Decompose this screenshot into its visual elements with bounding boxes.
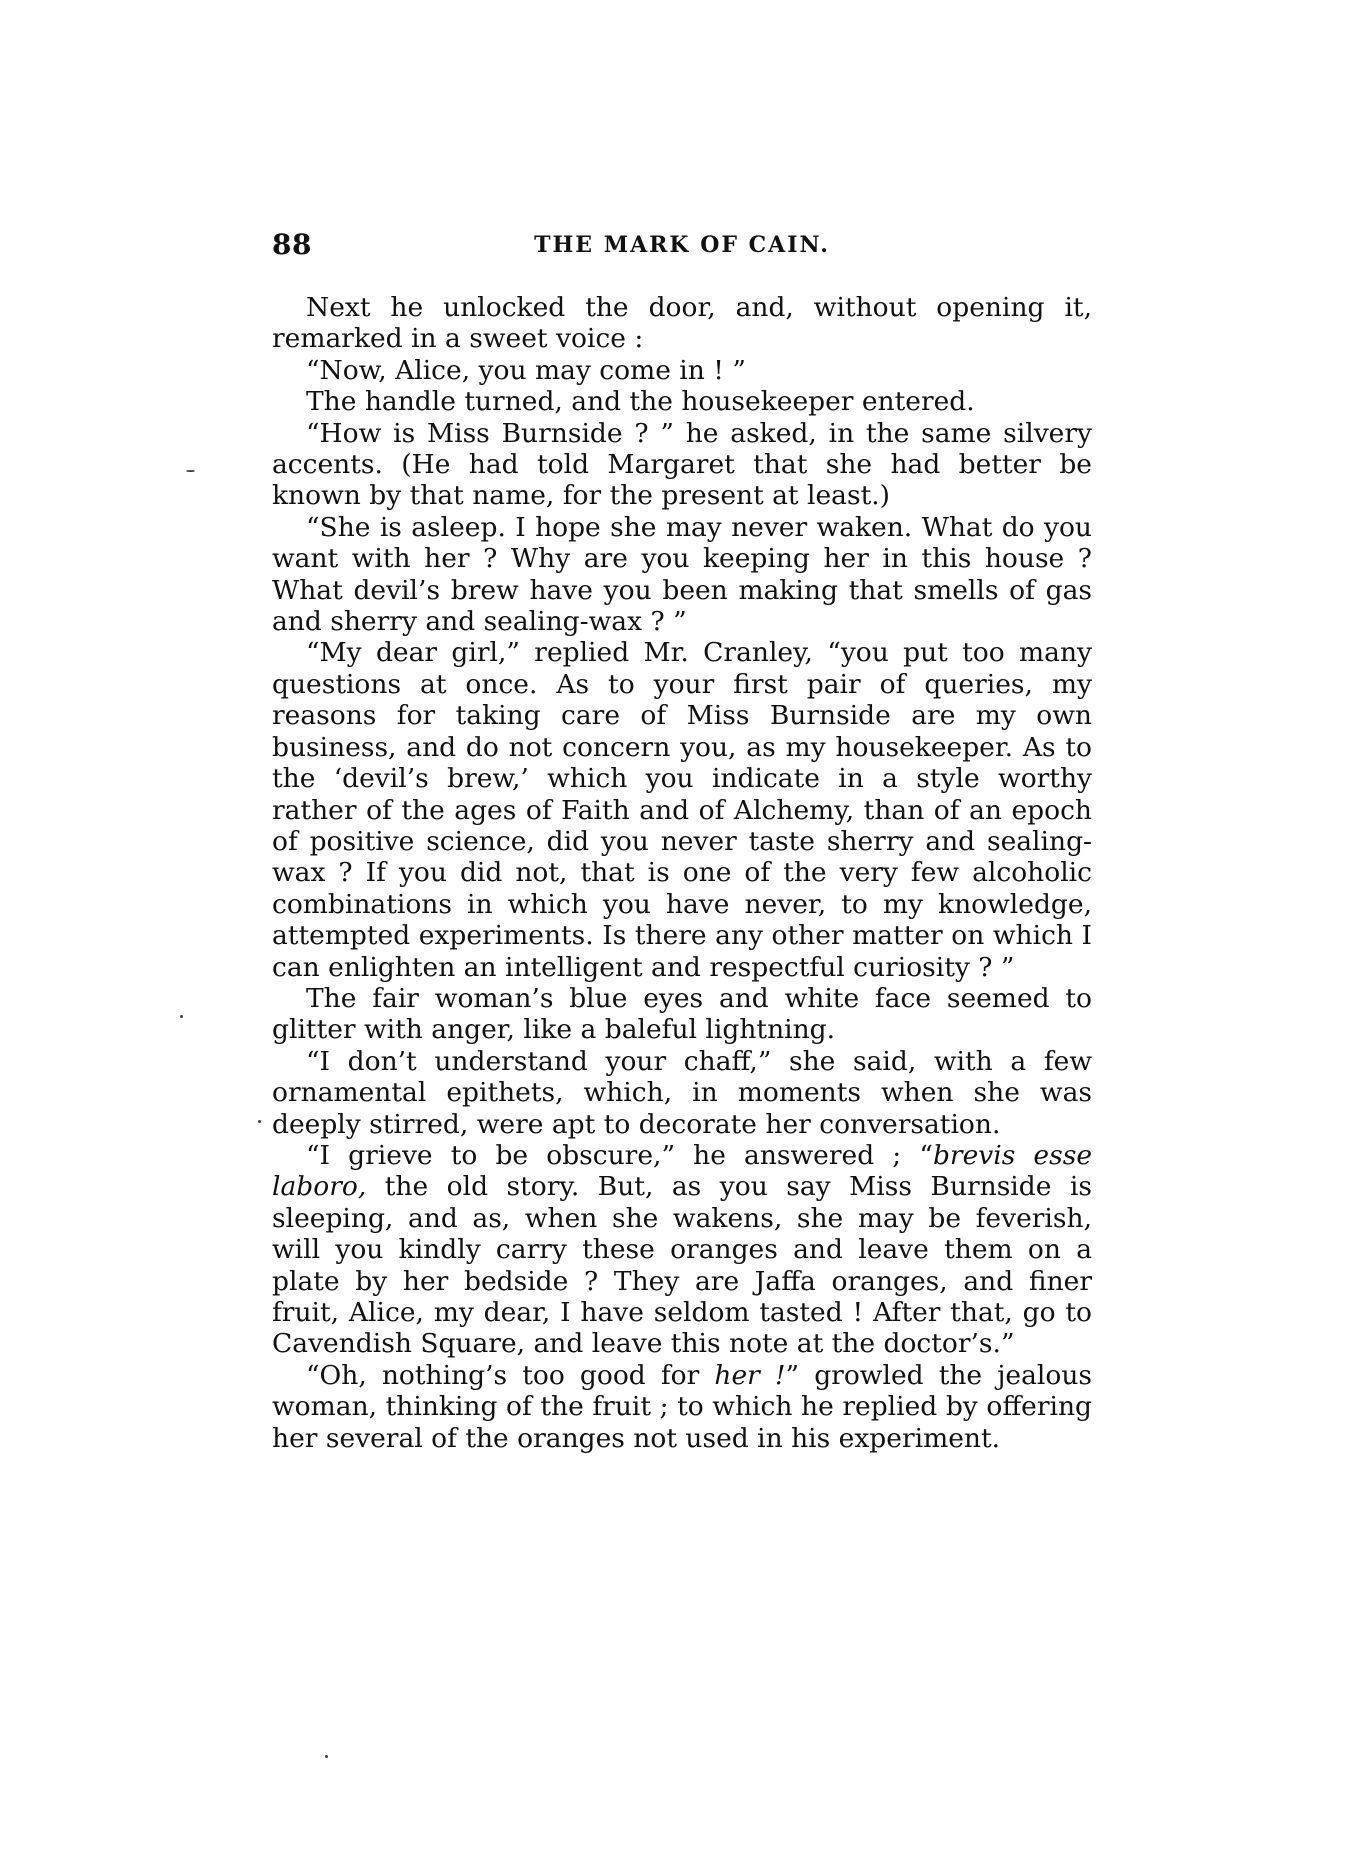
paragraph-text: ” growled the jealous woman, thinking of the fruit ; to which he replied by offering her several of the oranges not used in his experiment. (272, 1359, 1092, 1454)
paragraph-text: the old story. But, as you say Miss Burnside is sleeping, and as, when she wakens, she may be feverish, will you kindly carry these oranges and leave them on a plate by her bedside ? They are Jaffa oranges, and finer fruit, Alice, my dear, I have seldom tasted ! After that, go to Cavendish Square, and leave this note at the doctor’s.” (272, 1171, 1092, 1360)
paragraph-text: “I grieve to be obscure,” he answered ; “ (306, 1139, 933, 1171)
paragraph: “How is Miss Burnside ? ” he asked, in the same silvery accents. (He had told Margaret that she had better be known by that name, for the present at least.) (272, 417, 1092, 512)
latin-phrase: brevis esse laboro, (272, 1139, 1092, 1203)
paragraph (272, 1140, 1092, 1360)
paragraph-text: “Oh, nothing’s too good for (306, 1359, 715, 1391)
paragraph: The handle turned, and the housekeeper entered. (306, 386, 975, 418)
emphasis: her ! (714, 1359, 786, 1391)
paragraph: Next he unlocked the door, and, without opening it, remarked in a sweet voice : (272, 292, 1092, 355)
paragraph: “My dear girl,” replied Mr. Cranley, “you put too many questions at once. As to your first pair of queries, my reasons for taking care of Miss Burnside are my own business, and do not concern you, as my housekeeper. As to the ‘devil’s brew,’ which you indicate in a style worthy rather of the ages of Faith and of Alchemy, than of an epoch of positive science, did you never taste sherry and sealing-wax ? If you did not, that is one of the very few alcoholic combinations in which you have never, to my knowledge, attempted experiments. Is there any other matter on which I can enlighten an intelligent and respectful curiosity ? ” (272, 637, 1092, 983)
paragraph: “I don’t understand your chaff,” she said, with a few ornamental epithets, which, in moments when she was deeply stirred, were apt to decorate her conversation. (272, 1045, 1092, 1140)
scan-speck (186, 470, 195, 472)
page-header (272, 228, 1092, 264)
paragraph: “She is asleep. I hope she may never waken. What do you want with her ? Why are you keeping her in this house ? What devil’s brew have you been making that smells of gas and sherry and sealing-wax ? ” (272, 511, 1092, 638)
paragraph: “Now, Alice, you may come in ! ” (306, 354, 746, 386)
paragraph (272, 1360, 1092, 1454)
scan-speck (258, 1120, 261, 1123)
scan-speck (325, 1755, 328, 1758)
paragraph: The fair woman’s blue eyes and white face seemed to glitter with anger, like a baleful lightning. (272, 982, 1092, 1046)
scan-speck (180, 1015, 183, 1018)
page-number: 88 (272, 228, 312, 261)
body-text (272, 292, 1092, 1454)
running-title: THE MARK OF CAIN. (534, 232, 830, 258)
